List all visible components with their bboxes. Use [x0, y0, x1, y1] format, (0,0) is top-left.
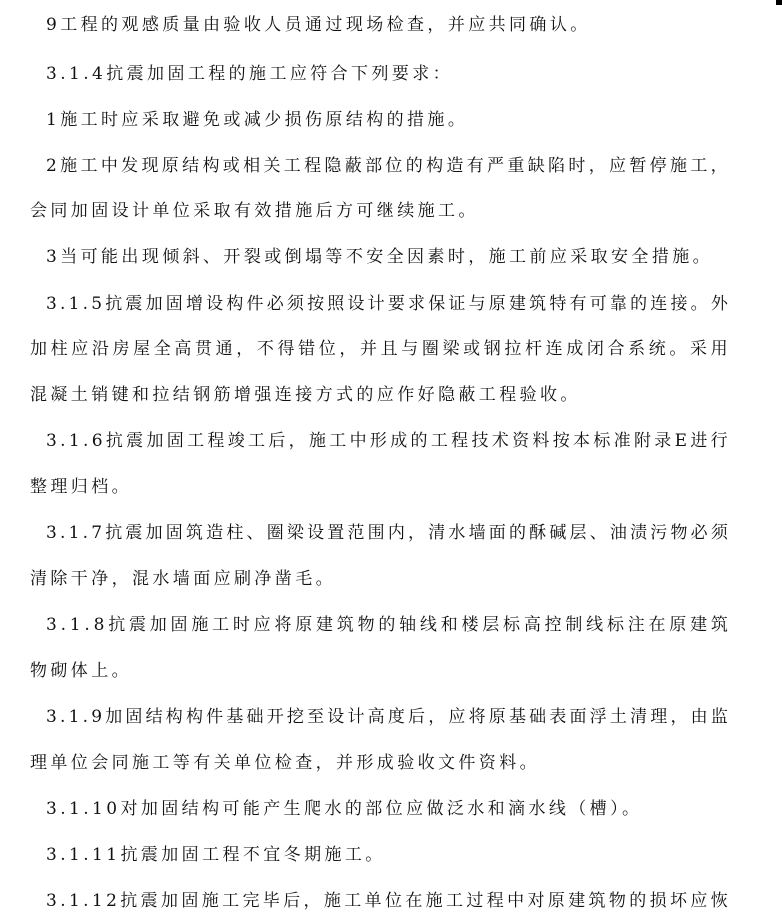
text-line-12: 3 . 1 . 7 抗 震 加 固 筑 造 柱 、 圈 梁 设 置 范 围 内 ， 清 水 墙 面 的 酥 碱 层 、 油 渍 污 物 必 须: [46, 523, 728, 543]
text-line-17: 理单位会同施工等有关单位检查，并形成验收文件资料。: [30, 753, 540, 773]
text-line-10: 3 . 1 . 6 抗 震 加 固 工 程 竣 工 后 ， 施 工 中 形 成 的 工 程 技 术 资 料 按 本 标 准 附 录 E 进 行: [46, 431, 728, 451]
text-line-8: 加 柱 应 沿 房 屋 全 高 贯 通 ， 不 得 错 位 ， 并 且 与 圈 梁 或 钢 拉 杆 连 成 闭 合 系 统 。 采 用: [30, 339, 728, 359]
text-line-14: 3 . 1 . 8 抗 震 加 固 施 工 时 应 将 原 建 筑 物 的 轴 线 和 楼 层 标 高 控 制 线 标 注 在 原 建 筑: [46, 615, 728, 635]
text-line-19: 3.1.11抗震加固工程不宜冬期施工。: [46, 845, 386, 865]
text-line-7: 3 . 1 . 5 抗 震 加 固 增 设 构 件 必 须 按 照 设 计 要 求 保 证 与 原 建 筑 特 有 可 靠 的 连 接 。 外: [46, 294, 728, 314]
text-line-3: 1施工时应采取避免或减少损伤原结构的措施。: [46, 110, 469, 130]
text-line-4: 2 施 工 中 发 现 原 结 构 或 相 关 工 程 隐 蔽 部 位 的 构 造 有 严 重 缺 陷 时 ， 应 暂 停 施 工 ，: [46, 156, 728, 176]
text-line-6: 3当可能出现倾斜、开裂或倒塌等不安全因素时，施工前应采取安全措施。: [46, 247, 714, 267]
text-line-18: 3.1.10对加固结构可能产生爬水的部位应做泛水和滴水线（槽）。: [46, 799, 643, 819]
text-line-11: 整理归档。: [30, 477, 132, 497]
text-line-5: 会同加固设计单位采取有效措施后方可继续施工。: [30, 201, 479, 221]
text-line-15: 物砌体上。: [30, 661, 132, 681]
text-line-1: 9工程的观感质量由验收人员通过现场检查，并应共同确认。: [46, 15, 591, 35]
text-line-2: 3.1.4抗震加固工程的施工应符合下列要求：: [46, 64, 454, 84]
text-line-16: 3 . 1 . 9 加 固 结 构 构 件 基 础 开 挖 至 设 计 高 度 后 ， 应 将 原 基 础 表 面 浮 土 清 理 ， 由 监: [46, 707, 728, 727]
text-line-9: 混凝土销键和拉结钢筋增强连接方式的应作好隐蔽工程验收。: [30, 385, 581, 405]
text-line-13: 清除干净，混水墙面应刷净凿毛。: [30, 569, 336, 589]
text-line-20: 3 . 1 . 1 2 抗 震 加 固 施 工 完 毕 后 ， 施 工 单 位 在 施 工 过 程 中 对 原 建 筑 物 的 损 坏 应 恢: [46, 891, 728, 911]
